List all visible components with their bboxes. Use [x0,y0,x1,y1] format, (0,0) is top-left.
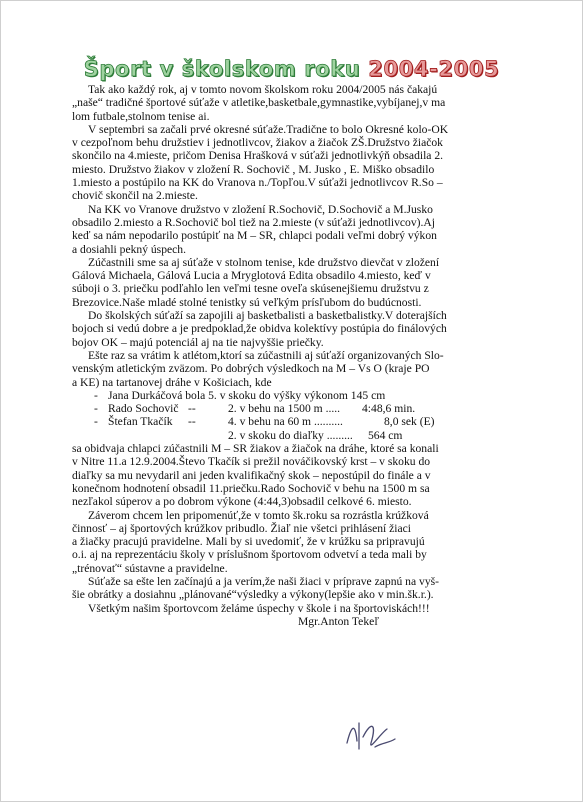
result-value: 4:48,6 min. [362,402,416,416]
paragraph-line: keď sa nám nepodarilo postúpiť na M – SR, chlapci podali veľmi dobrý výkon [72,229,437,243]
paragraph-line: v cezpoľnom behu družstiev i jednotlivcov, žiakov a žiačok ZŠ.Družstvo žiačok [72,136,443,150]
result-dash: - [94,388,98,402]
paragraph-line: „trénovať“ sústavne a pravidelne. [72,561,228,575]
result-row [72,429,508,442]
paragraph-line: nezľakol súperov a po dobrom výkone (4:44,3)obsadil celkové 6. miesto. [72,495,412,509]
paragraph-line: venským atletickým zväzom. Po dobrých výsledkoch na M – Vs O (kraje PO [72,362,430,376]
paragraph-line: v Nitre 11.a 12.9.2004.Števo Tkačík si prežil nováčikovský krst – v skoku do [72,455,431,469]
paragraph-line: Záverom chcem len pripomenúť,že v tomto šk.roku sa rozrástla krúžková [88,508,429,522]
paragraph-line: V septembri sa začali prvé okresné súťaže.Tradične to bolo Okresné kolo-OK [88,122,449,136]
result-dash: - [94,415,98,429]
result-row [72,415,508,428]
result-event: 2. v behu na 1500 m ..... [228,402,341,416]
paragraph-line: súboji o 3. priečku podľahlo len veľmi tesne oveľa skúsenejšiemu družstvu z [72,282,429,296]
paragraph-line: Súťaže sa ešte len začínajú a ja verím,že naši žiaci v príprave zapnú na vyš- [88,574,439,588]
paragraph-line: Tak ako každý rok, aj v tomto novom školskom roku 2004/2005 nás čakajú [88,83,438,96]
paragraph-line: Do školských súťaží sa zapojili aj basketbalisti a basketbalistky.V doterajších [88,309,447,323]
paragraph-line: a KE) na tartanovej dráhe v Košiciach, kde [72,375,272,389]
paragraph-line: Brezovice.Naše mladé stolné tenistky sú veľkým prísľubom do budúcnosti. [72,295,422,309]
result-name: Štefan Tkačík [108,415,173,429]
paragraph-line: miesto. Družstvo žiakov v zložení R. Sochovič , M. Jusko , E. Miško obsadilo [72,162,435,176]
result-event: 4. v behu na 60 m .......... [228,415,343,429]
result-dash: - [94,402,98,416]
paragraph-line: Ešte raz sa vrátim k atlétom,ktorí sa zúčastnili aj súťaží organizovaných Slo- [88,348,444,362]
paragraph-line: šie obrátky a dosiahnu „plánované“výsledky a výkony(lepšie ako v min.šk.r.). [72,588,434,602]
paragraph-line: sa obidvaja chlapci zúčastnili M – SR žiakov a žiačok na dráhe, ktoré sa konali [72,442,439,456]
paragraph-line: Gálová Michaela, Gálová Lucia a Mryglotová Edita obsadilo 4.miesto, keď v [72,269,431,283]
result-arrow: -- [188,415,196,429]
paragraph-line: lom futbale,stolnom tenise ai. [72,109,210,123]
result-value: 8,0 sek (E) [384,415,435,429]
paragraph-line: Všetkým našim športovcom želáme úspechy v škole i na športoviskách!!! [88,601,430,615]
article-title [1,57,582,81]
paragraph-line: bojov OK – majú potenciál aj na tie najvyššie priečky. [72,335,324,349]
paragraph-line: a dosiahli pekný úspech. [72,242,186,256]
paragraph-line: skončilo na 4.mieste, pričom Denisa Hrašková v súťaži jednotlivkýň obsadila 2. [72,149,444,163]
paragraph-line: diaľky sa mu nevydaril ani jeden kvalifikačný skok – nepostúpil do finále a v [72,468,431,482]
result-value: 564 cm [368,428,403,442]
paragraph-line: „naše“ tradičné športové súťaže v atletike,basketbale,gymnastike,vybíjanej,v ma [72,96,446,110]
title-year: 2004-2005 [368,57,500,81]
paragraph-line: Na KK vo Vranove družstvo v zložení R.Sochovič, D.Sochovič a M.Jusko [88,202,433,216]
paragraph-line: konečnom hodnotení obsadil 11.priečku.Rado Sochovič v behu na 1500 m sa [72,481,430,495]
article-body [72,83,508,628]
result-name: Rado Sochovič [108,402,179,416]
paragraph-line: činnosť – aj športových krúžkov pribudlo. Žiaľ nie všetci prihlásení žiaci [72,521,412,535]
paragraph-line: 1.miesto a postúpilo na KK do Vranova n./Topľou.V súťaži jednotlivcov R.So – [72,176,443,190]
result-arrow: -- [188,402,196,416]
paragraph-line: a žiačky pracujú pravidelne. Mali by si uvedomiť, že v krúžku sa pripravujú [72,535,425,549]
signature-name: Mgr.Anton Tekeľ [298,614,379,628]
handwritten-signature [341,713,401,759]
paragraph-line: bojoch si vedú dobre a je predpoklad,že obidva kolektívy postúpia do finálových [72,322,447,336]
result-event: 2. v skoku do diaľky ......... [228,428,353,442]
paragraph-line: chovič skončil na 2.mieste. [72,189,198,203]
paragraph-line: Zúčastnili sme sa aj súťaže v stolnom tenise, kde družstvo dievčat v zložení [88,255,440,269]
result-row [72,389,508,402]
paragraph-line: obsadilo 2.miesto a R.Sochovič bol tiež na 2.mieste (v súťaži jednotlivcov).Aj [72,215,436,229]
result-name: Jana Durkáčová bola 5. v skoku do výšky výkonom 145 cm [108,388,386,402]
title-text: Šport v školskom roku [83,57,361,81]
result-row [72,402,508,415]
paragraph-line: o.i. aj na reprezentáciu školy v príslušnom športovom odvetví a teda mali by [72,548,427,562]
